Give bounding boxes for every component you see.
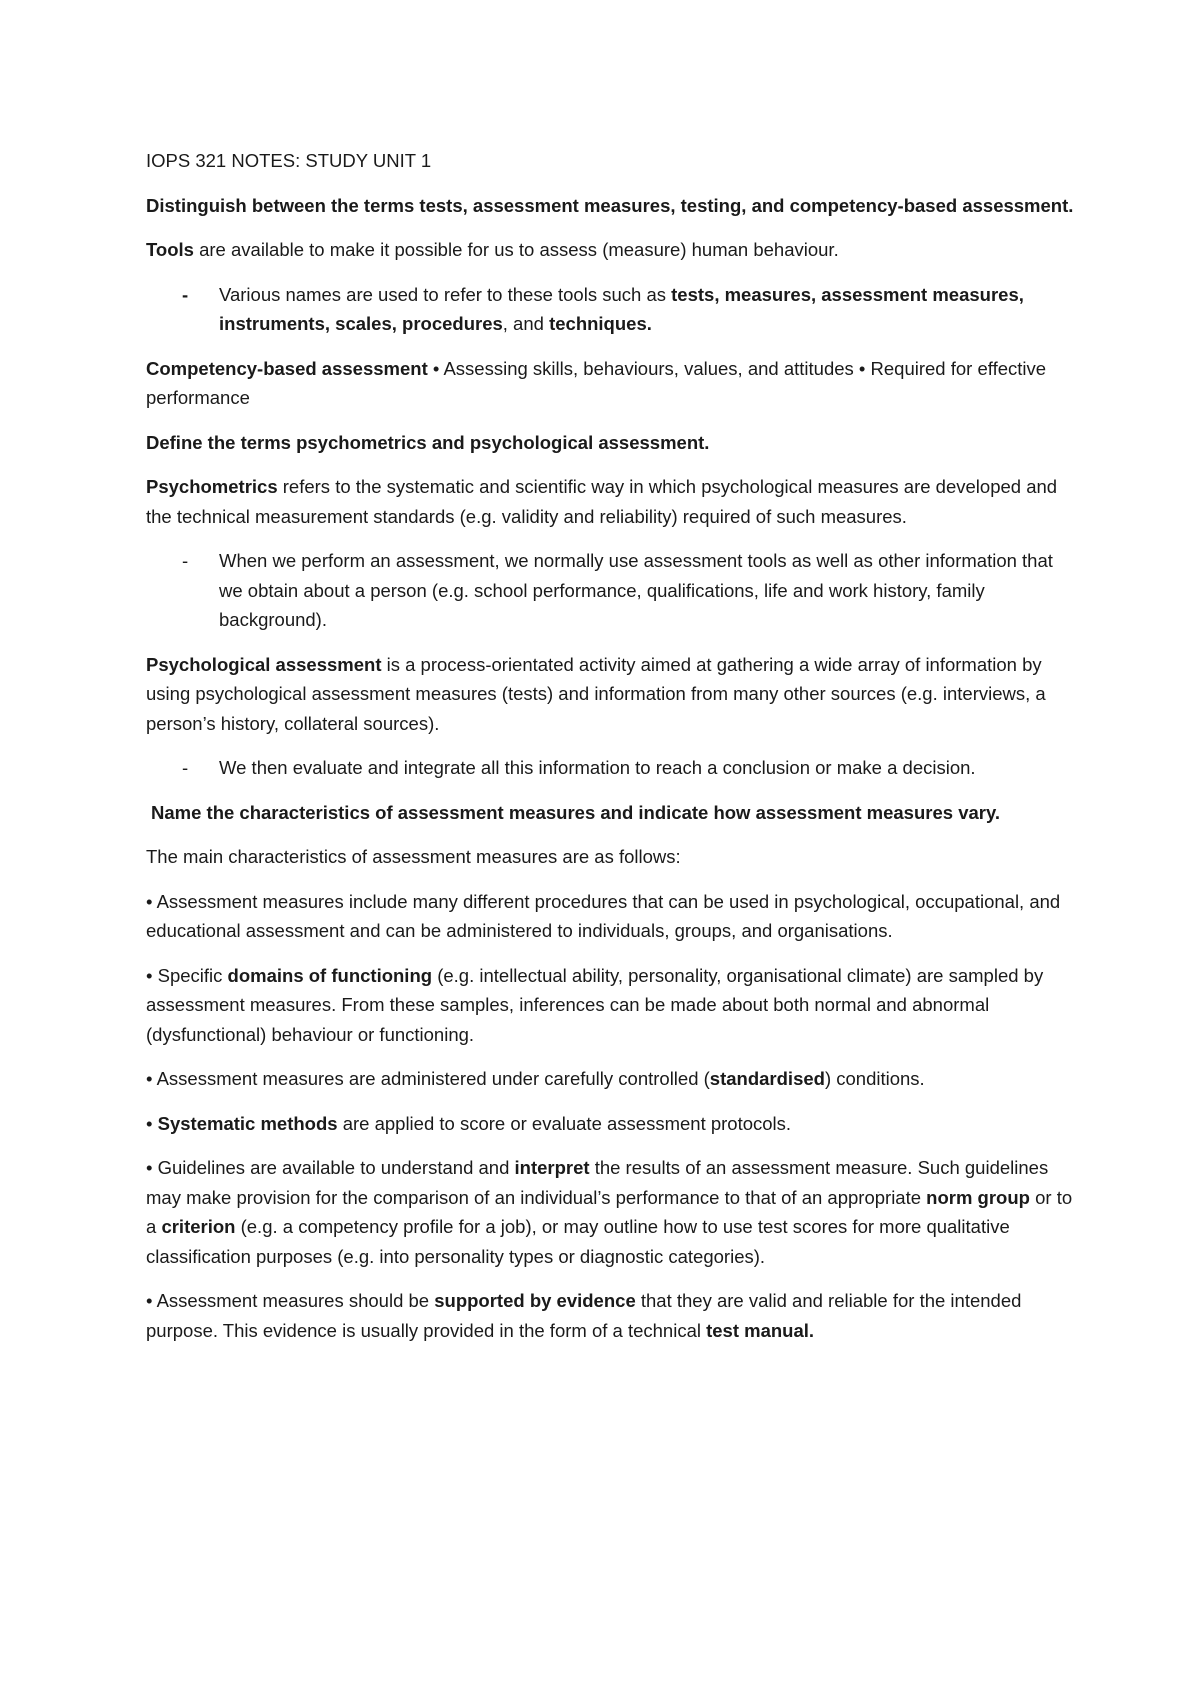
dash-marker: -: [182, 550, 189, 571]
item-text: •: [146, 1112, 158, 1134]
characteristic-item: [146, 1153, 1076, 1271]
document-body: [146, 146, 1076, 1360]
tool-names-and: , and: [502, 313, 550, 334]
item-text: (e.g. a competency profile for a job), or may outline how to use test scores for more qualitative classification purposes (e.g. into personality types or diagnostic categories).: [146, 1216, 1010, 1267]
characteristic-item: • Assessment measures include many different procedures that can be used in psychological, occupational, and educational assessment and can be administered to individuals, groups, and organisations.: [146, 890, 1061, 941]
item-text: • Guidelines are available to understand and: [146, 1157, 515, 1178]
competency-based-text: • Assessing skills, behaviours, values, and attitudes • Required for effective performance: [146, 357, 1047, 408]
systematic-methods-term: Systematic methods: [157, 1112, 338, 1134]
standardised-term: standardised: [709, 1068, 825, 1089]
psychological-assessment-paragraph: [146, 650, 1076, 739]
psychometrics-term: Psychometrics: [146, 476, 278, 497]
item-text: (e.g. intellectual ability, personality, organisational climate) are sampled by assessment measures. From these samples, inferences can be made about both normal and abnormal (dysfunctional) behaviour or functioning.: [146, 964, 1044, 1045]
norm-group-term: norm group: [926, 1186, 1030, 1208]
item-text: • Specific: [146, 964, 228, 986]
tools-text: are available to make it possible for us to assess (measure) human behaviour.: [193, 239, 839, 260]
section-heading-characteristics: Name the characteristics of assessment measures and indicate how assessment measures vary.: [151, 801, 1001, 823]
section-heading-terms: Distinguish between the terms tests, assessment measures, testing, and competency-based assessment.: [146, 194, 1074, 216]
evaluate-bullet: [146, 753, 1076, 783]
item-text: • Assessment measures are administered under carefully controlled (: [146, 1068, 710, 1089]
psychometrics-text: refers to the systematic and scientific way in which psychological measures are developed and the technical measurement standards (e.g. validity and reliability) required of such measures.: [146, 476, 1058, 527]
item-text: that they are valid and reliable for the intended purpose. This evidence is usually provided in the form of a technical: [146, 1290, 1022, 1341]
criterion-term: criterion: [161, 1216, 236, 1237]
competency-based-term: Competency-based assessment: [146, 357, 428, 379]
item-text: or to a: [146, 1186, 1073, 1237]
item-text: are applied to score or evaluate assessment protocols.: [337, 1112, 792, 1134]
domains-term: domains of functioning: [227, 964, 433, 986]
characteristic-item: [146, 1109, 1076, 1139]
perform-assessment-bullet: [146, 546, 1076, 635]
tools-term: Tools: [146, 239, 194, 260]
psychological-assessment-text: is a process-orientated activity aimed at gathering a wide array of information by using psychological assessment measures (tests) and information from many other sources (e.g. interviews, a person’s history, collateral sources).: [146, 653, 1046, 734]
item-text: ) conditions.: [824, 1068, 925, 1089]
competency-based-paragraph: [146, 354, 1076, 413]
psychometrics-paragraph: [146, 472, 1076, 531]
item-text: • Assessment measures should be: [146, 1290, 435, 1311]
document-title: IOPS 321 NOTES: STUDY UNIT 1: [146, 150, 432, 171]
characteristic-item: [146, 1286, 1076, 1345]
tools-paragraph: [146, 235, 1076, 265]
item-text: the results of an assessment measure. Such guidelines may make provision for the comparison of an individual’s performance to that of an appropriate: [146, 1157, 1049, 1208]
dash-marker: -: [182, 757, 189, 778]
perform-assessment-text: When we perform an assessment, we normally use assessment tools as well as other information that we obtain about a person (e.g. school performance, qualifications, life and work history, family background).: [219, 550, 1053, 630]
supported-by-evidence-term: supported by evidence: [434, 1290, 636, 1311]
tool-names-techniques: techniques.: [549, 313, 652, 334]
evaluate-text: We then evaluate and integrate all this information to reach a conclusion or make a decision.: [219, 757, 976, 778]
characteristics-intro: The main characteristics of assessment measures are as follows:: [146, 846, 681, 867]
test-manual-term: test manual.: [706, 1319, 815, 1341]
characteristic-item: [146, 1064, 1076, 1094]
characteristic-item: [146, 961, 1076, 1050]
section-heading-psychometrics: Define the terms psychometrics and psychological assessment.: [146, 431, 710, 453]
tool-names-bullet: [146, 280, 1076, 339]
psychological-assessment-term: Psychological assessment: [146, 653, 382, 675]
interpret-term: interpret: [514, 1157, 590, 1178]
tool-names-list: tests, measures, assessment measures, instruments, scales, procedures: [219, 283, 1024, 334]
dash-marker: -: [182, 283, 189, 305]
tool-names-text: Various names are used to refer to these tools such as: [219, 283, 672, 305]
